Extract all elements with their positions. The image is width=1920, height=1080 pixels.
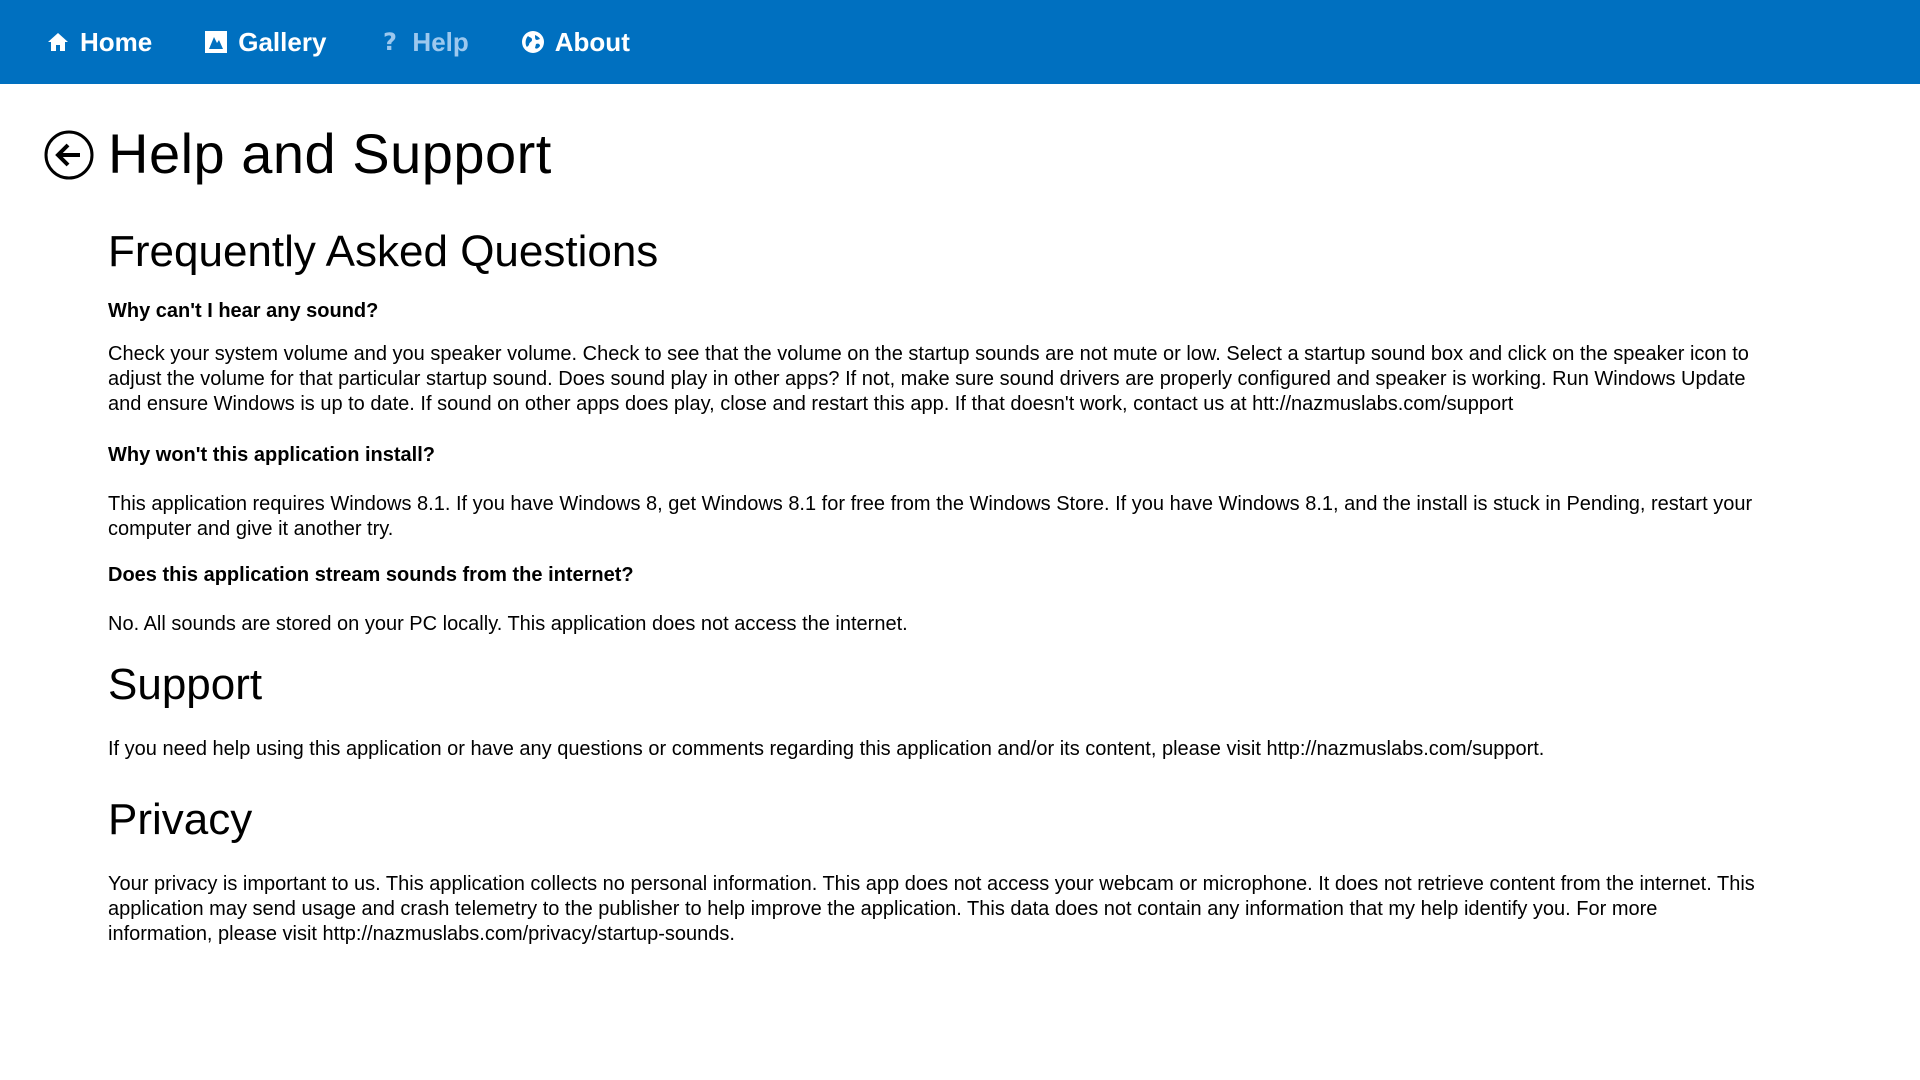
- nav-about[interactable]: [519, 27, 630, 58]
- nav-gallery-label: Gallery: [238, 26, 327, 57]
- faq-question: Does this application stream sounds from the internet?: [108, 564, 634, 586]
- privacy-text: Your privacy is important to us. This application collects no personal information. This app does not access your webcam or microphone. It does not retrieve content from the internet. This application may send usage and crash telemetry to the publisher to help improve the application. This data does not contain any information that my help identify you. For more information, please visit http://nazmuslabs.com/privacy/startup-sounds.: [108, 873, 1755, 945]
- faq-answer: This application requires Windows 8.1. If you have Windows 8, get Windows 8.1 for free from the Windows Store. If you have Windows 8.1, and the install is stuck in Pending, restart your computer and give it another try.: [108, 493, 1753, 540]
- nav-gallery[interactable]: [202, 27, 326, 58]
- nav-home[interactable]: [44, 27, 152, 58]
- home-icon: [44, 28, 72, 56]
- back-arrow-icon: [44, 130, 94, 180]
- svg-text:?: ?: [383, 29, 398, 55]
- faq-question: Why won't this application install?: [108, 444, 435, 466]
- nav-home-label: Home: [80, 26, 153, 57]
- question-icon: [376, 28, 404, 56]
- faq-question: Why can't I hear any sound?: [108, 300, 379, 322]
- top-nav-bar: [0, 0, 1920, 84]
- nav-help-label: Help: [412, 26, 469, 57]
- faq-answer: No. All sounds are stored on your PC locally. This application does not access the internet.: [108, 613, 908, 635]
- nav-help[interactable]: [376, 27, 468, 58]
- help-body: [108, 224, 1758, 947]
- gallery-icon: [202, 28, 230, 56]
- privacy-heading: Privacy: [108, 795, 253, 844]
- back-button[interactable]: [44, 130, 94, 180]
- page-title: Help and Support: [108, 122, 552, 185]
- nav-about-label: About: [554, 26, 630, 57]
- faq-answer: Check your system volume and you speaker volume. Check to see that the volume on the startup sounds are not mute or low. Select a startup sound box and click on the speaker icon to adjust the volume for that particular startup sound. Does sound play in other apps? If not, make sure sound drivers are properly configured and speaker is working. Run Windows Update and ensure Windows is up to date. If sound on other apps does play, close and restart this app. If that doesn't work, contact us at htt://nazmuslabs.com/support: [108, 343, 1749, 415]
- support-text: If you need help using this application or have any questions or comments regarding this application and/or its content, please visit http://nazmuslabs.com/support.: [108, 738, 1545, 760]
- support-heading: Support: [108, 660, 263, 709]
- main-content: [0, 84, 1920, 1080]
- faq-heading: Frequently Asked Questions: [108, 227, 659, 276]
- globe-icon: [519, 28, 547, 56]
